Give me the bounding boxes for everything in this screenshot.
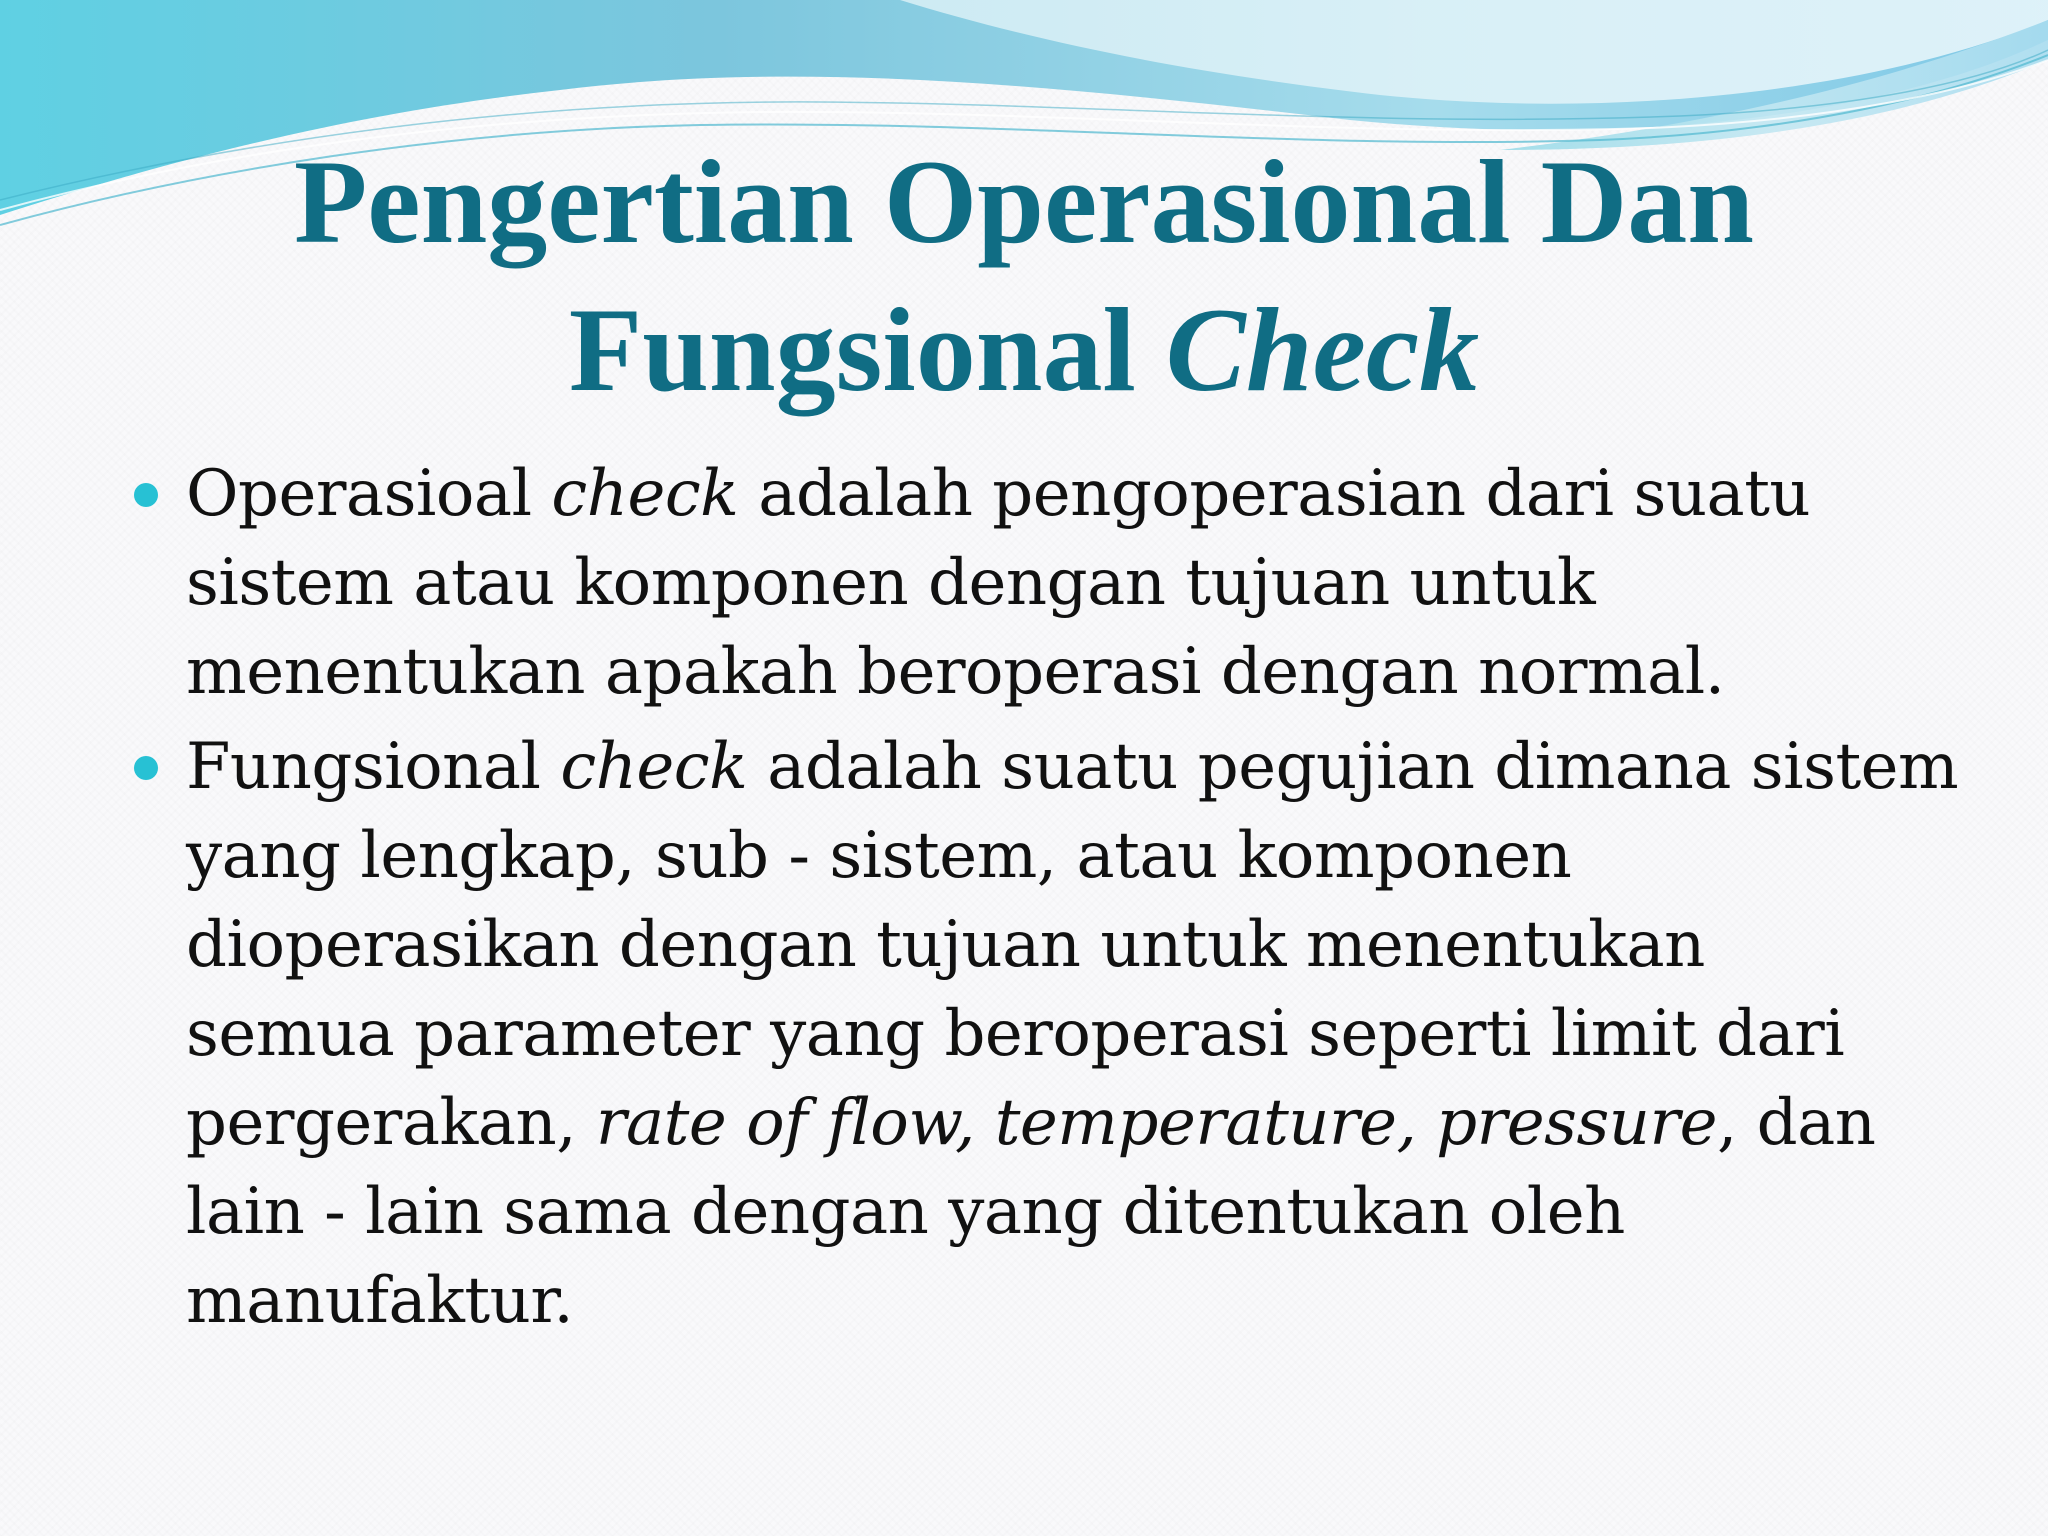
bullet-line bbox=[186, 539, 1986, 628]
bullet-text: semua parameter yang beroperasi seperti limit dari bbox=[186, 997, 1845, 1071]
bullet-text: lain - lain sama dengan yang ditentukan oleh bbox=[186, 1175, 1625, 1249]
bullet-text: dioperasikan dengan tujuan untuk menentukan bbox=[186, 908, 1705, 982]
bullet-text-italic: check bbox=[551, 457, 739, 531]
bullet-line bbox=[186, 990, 1986, 1079]
bullet-line bbox=[186, 723, 1986, 812]
bullet-list bbox=[186, 450, 1986, 1352]
bullet-item bbox=[186, 450, 1986, 717]
bullet-text: pergerakan, bbox=[186, 1086, 596, 1160]
slide-title-line-2-italic: Check bbox=[1165, 283, 1480, 416]
bullet-text: manufaktur. bbox=[186, 1264, 574, 1338]
bullet-dot-icon bbox=[134, 483, 158, 507]
bullet-line bbox=[186, 1168, 1986, 1257]
bullet-text: menentukan apakah beroperasi dengan normal. bbox=[186, 635, 1725, 709]
bullet-text-italic: check bbox=[560, 730, 748, 804]
bullet-line bbox=[186, 812, 1986, 901]
bullet-text: sistem atau komponen dengan tujuan untuk bbox=[186, 546, 1596, 620]
bullet-line bbox=[186, 1257, 1986, 1346]
bullet-text-italic: rate of flow, temperature, pressure bbox=[595, 1086, 1717, 1160]
bullet-line bbox=[186, 1079, 1986, 1168]
bullet-text: Fungsional bbox=[186, 730, 561, 804]
bullet-text: , dan bbox=[1716, 1086, 1876, 1160]
bullet-dot-icon bbox=[134, 756, 158, 780]
slide-title bbox=[100, 128, 1948, 424]
bullet-text: yang lengkap, sub - sistem, atau komponen bbox=[186, 819, 1572, 893]
bullet-line bbox=[186, 628, 1986, 717]
bullet-line bbox=[186, 901, 1986, 990]
slide-title-line-1: Pengertian Operasional Dan bbox=[294, 135, 1754, 268]
bullet-item bbox=[186, 723, 1986, 1346]
bullet-text: adalah pengoperasian dari suatu bbox=[738, 457, 1811, 531]
bullet-text: adalah suatu pegujian dimana sistem bbox=[747, 730, 1959, 804]
bullet-text: Operasioal bbox=[186, 457, 552, 531]
slide-title-line-2: Fungsional bbox=[568, 283, 1166, 416]
bullet-line bbox=[186, 450, 1986, 539]
